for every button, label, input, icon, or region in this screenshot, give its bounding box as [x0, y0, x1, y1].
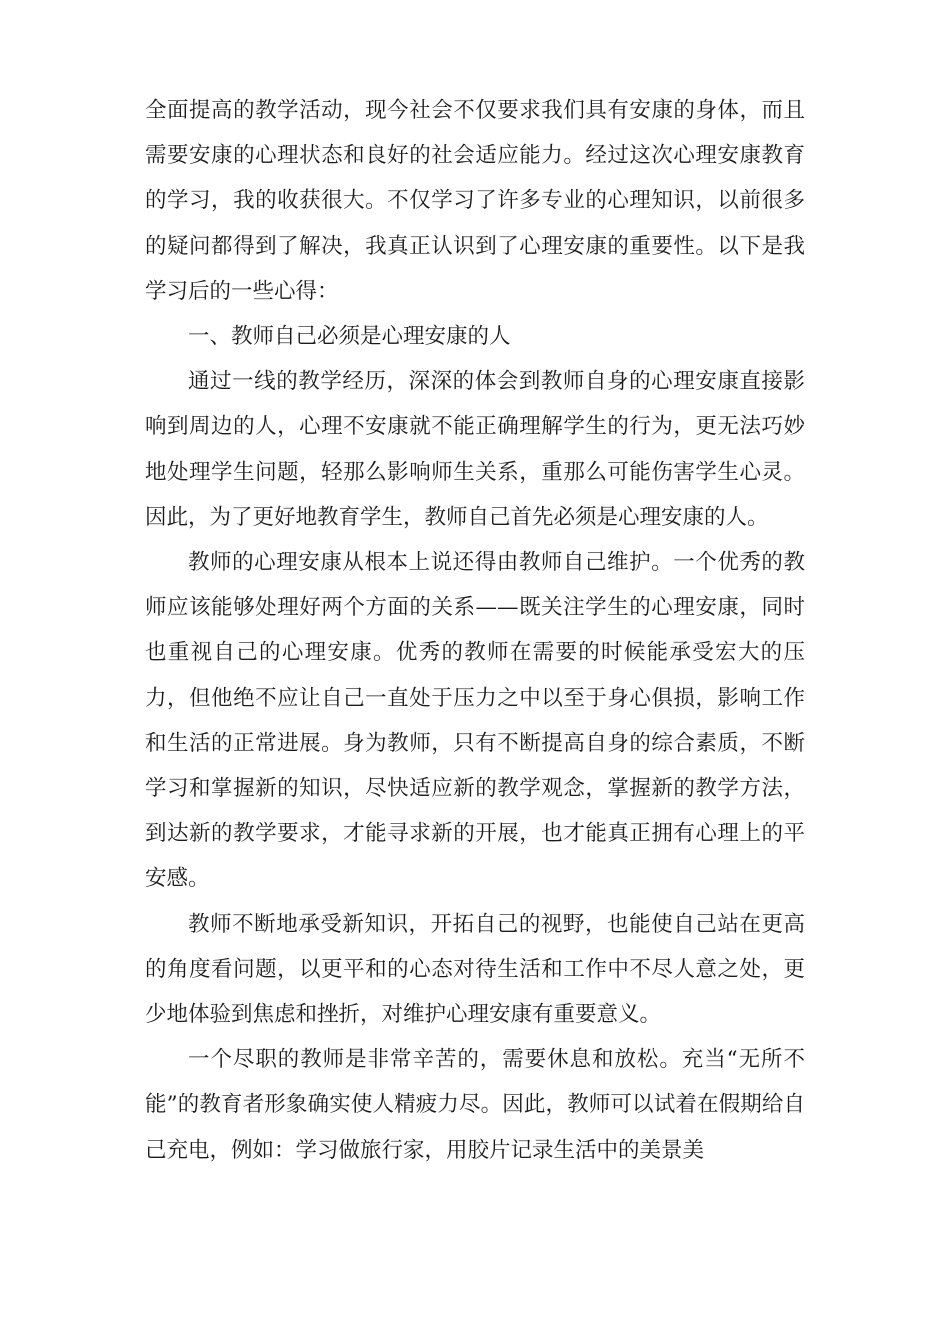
body-paragraph-1: 通过一线的教学经历，深深的体会到教师自身的心理安康直接影响到周边的人，心理不安康就不能正确理解学生的行为，更无法巧妙地处理学生问题，轻那么影响师生关系，重那么可能伤害学生心灵。因此，为了更好地教育学生，教师自己首先必须是心理安康的人。	[145, 369, 805, 530]
intro-paragraph: 全面提高的教学活动，现今社会不仅要求我们具有安康的身体，而且需要安康的心理状态和良好的社会适应能力。经过这次心理安康教育的学习，我的收获很大。不仅学习了许多专业的心理知识，以前很多的疑问都得到了解决，我真正认识到了心理安康的重要性。以下是我学习后的一些心得：	[145, 98, 805, 304]
body-paragraph-2: 教师的心理安康从根本上说还得由教师自己维护。一个优秀的教师应该能够处理好两个方面的关系——既关注学生的心理安康，同时也重视自己的心理安康。优秀的教师在需要的时候能承受宏大的压力，但他绝不应让自己一直处于压力之中以至于身心俱损，影响工作和生活的正常进展。身为教师，只有不断提高自身的综合素质，不断学习和掌握新的知识，尽快适应新的教学观念，掌握新的教学方法，到达新的教学要求，才能寻求新的开展，也才能真正拥有心理上的平安感。	[145, 550, 805, 892]
section-heading-1: 一、教师自己必须是心理安康的人	[188, 324, 511, 350]
document-body	[145, 88, 805, 1173]
body-paragraph-3: 教师不断地承受新知识，开拓自己的视野，也能使自己站在更高的角度看问题，以更平和的心态对待生活和工作中不尽人意之处，更少地体验到焦虑和挫折，对维护心理安康有重要意义。	[145, 911, 805, 1028]
body-paragraph-4: 一个尽职的教师是非常辛苦的，需要休息和放松。充当“无所不能”的教育者形象确实使人精疲力尽。因此，教师可以试着在假期给自己充电，例如：学习做旅行家，用胶片记录生活中的美景美	[145, 1047, 805, 1163]
